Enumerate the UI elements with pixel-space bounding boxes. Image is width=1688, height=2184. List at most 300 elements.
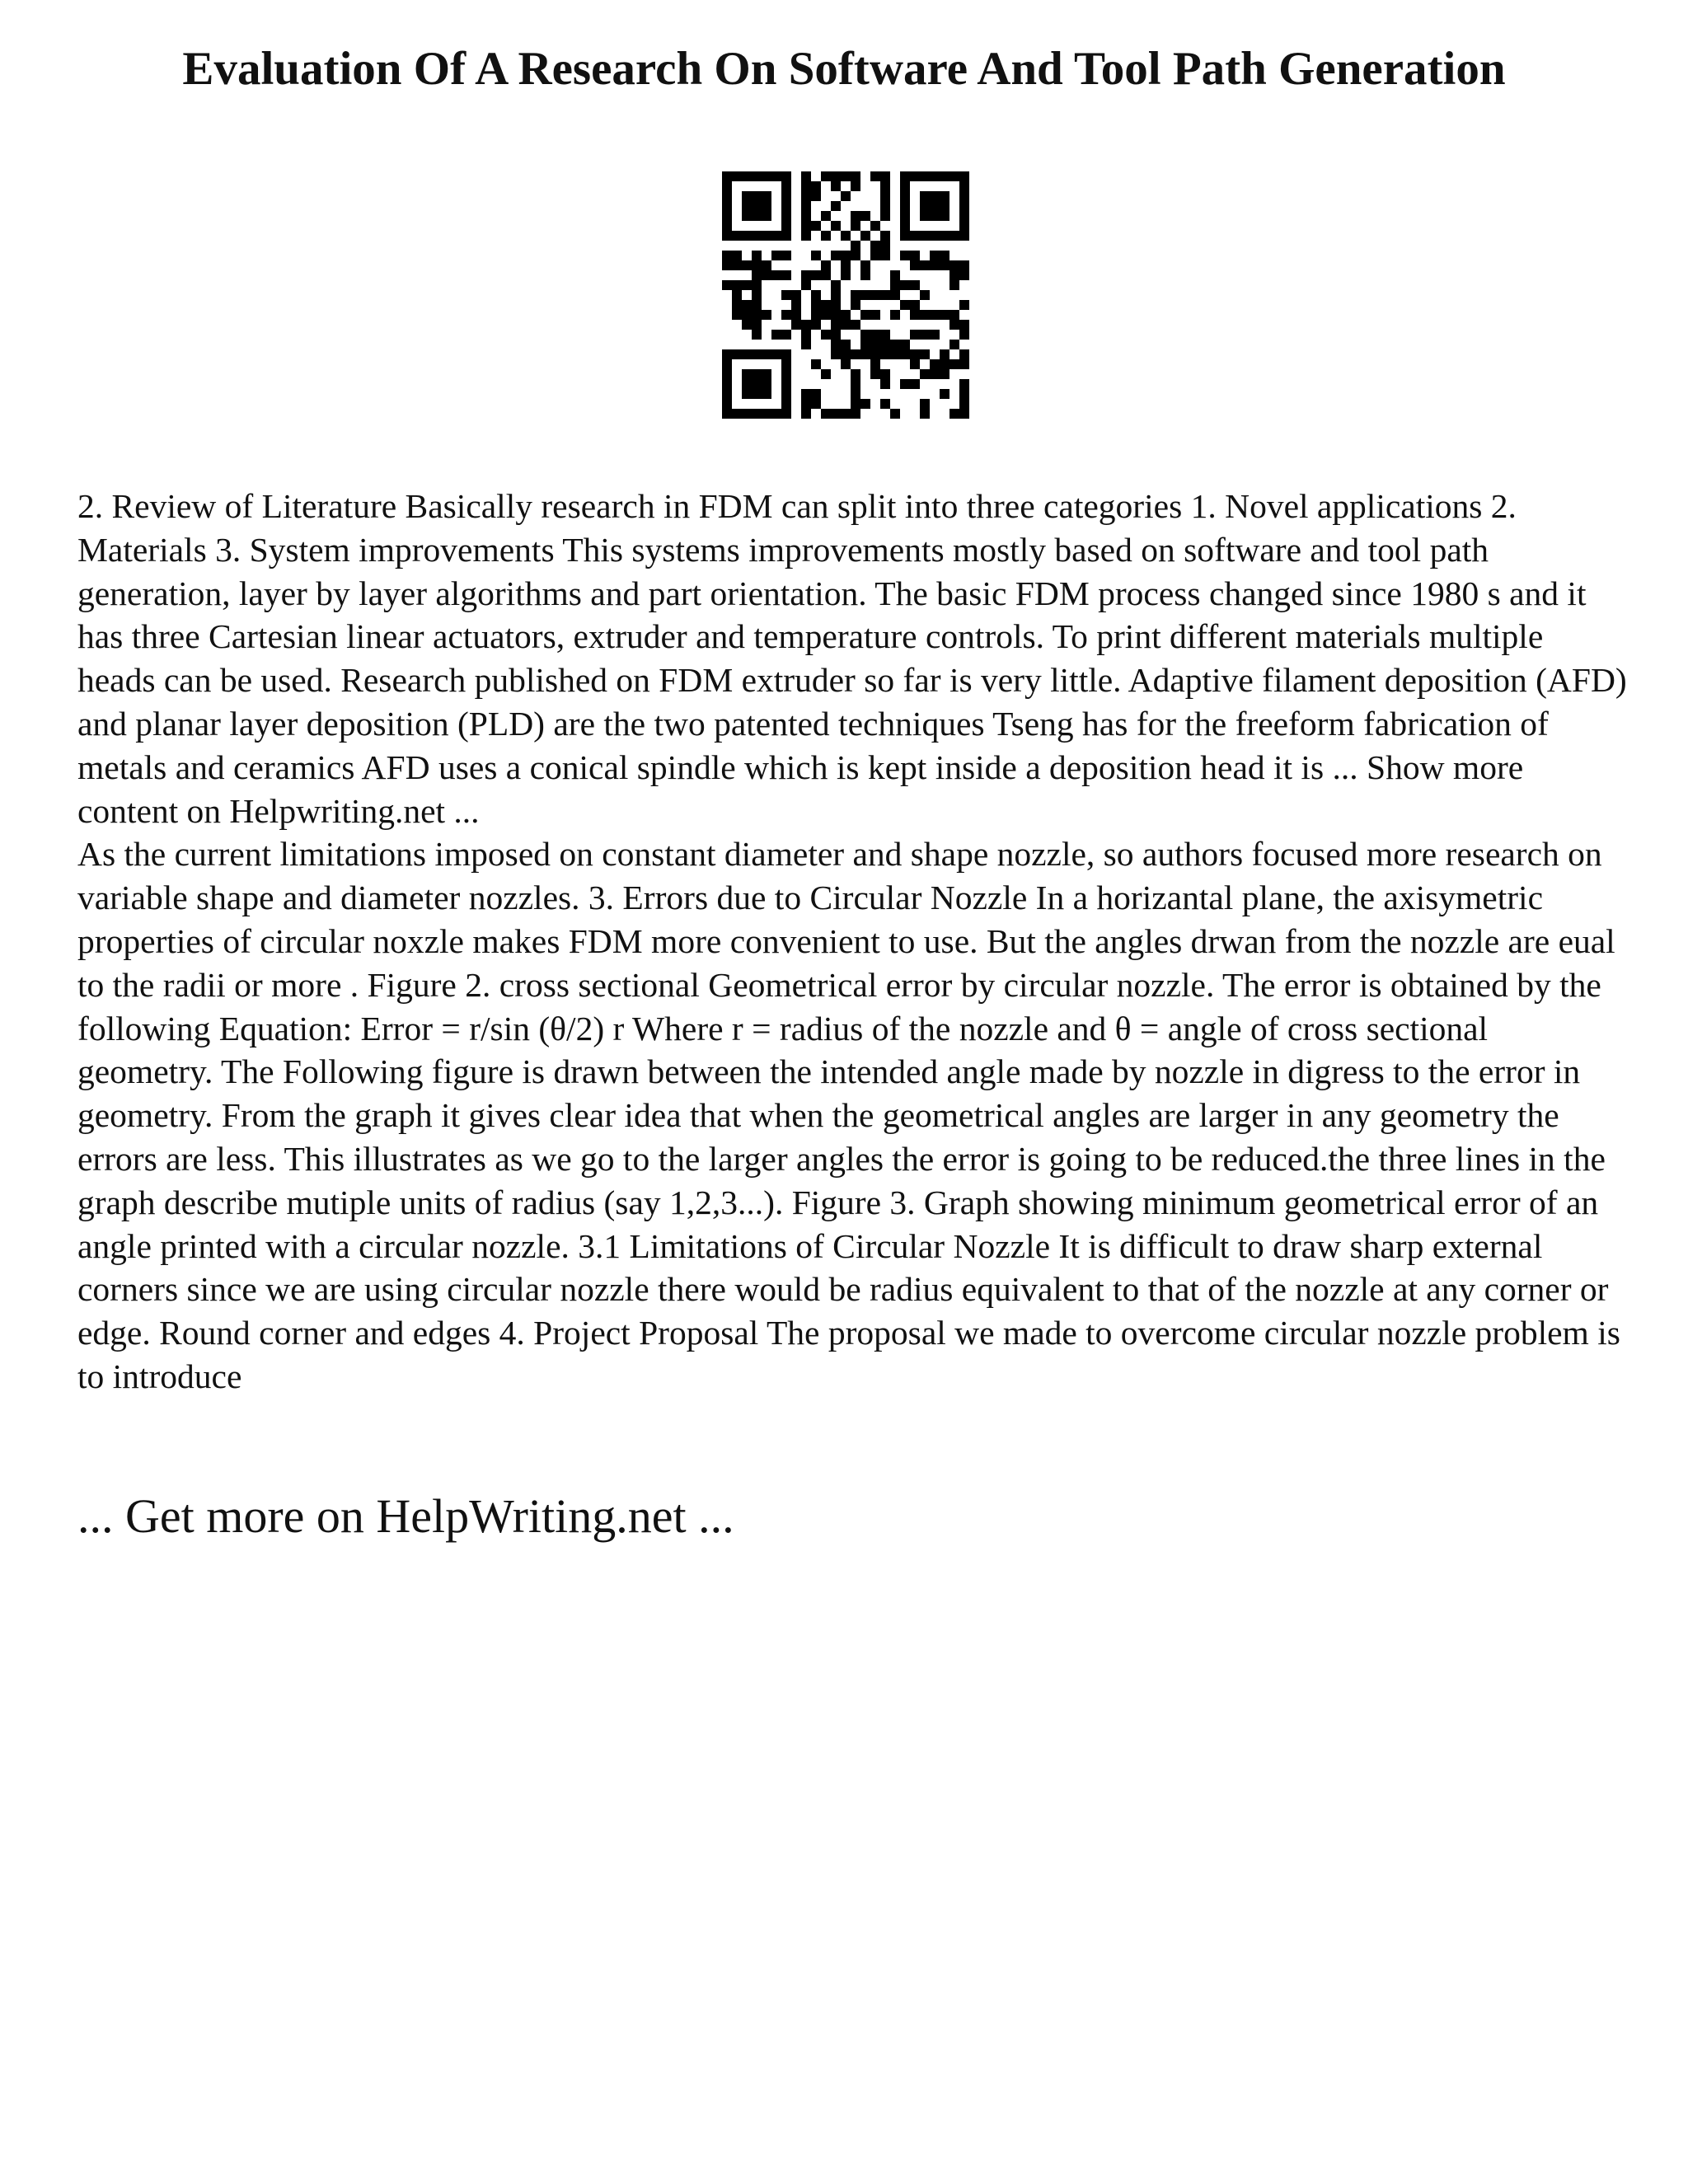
qr-module [851, 211, 860, 221]
qr-module [781, 330, 791, 340]
qr-module [781, 251, 791, 260]
qr-module [762, 191, 771, 201]
qr-module [851, 409, 860, 419]
qr-module [910, 260, 920, 270]
qr-module [811, 320, 821, 330]
qr-module [900, 251, 910, 260]
qr-module [930, 201, 940, 211]
qr-module [920, 290, 930, 300]
qr-module [831, 290, 841, 300]
qr-module [742, 379, 752, 389]
qr-module [959, 191, 969, 201]
qr-module [851, 369, 860, 379]
qr-module [801, 340, 811, 349]
qr-module [821, 310, 831, 320]
qr-module [950, 280, 959, 290]
qr-module [920, 201, 930, 211]
qr-module [771, 349, 781, 359]
qr-module [959, 359, 969, 369]
qr-module [870, 310, 880, 320]
qr-module [900, 231, 910, 241]
qr-module [950, 320, 959, 330]
qr-module [811, 310, 821, 320]
qr-module [959, 270, 969, 280]
qr-module [930, 231, 940, 241]
qr-module [752, 280, 762, 290]
qr-module [801, 389, 811, 399]
qr-module [880, 241, 890, 251]
qr-module [801, 181, 811, 191]
qr-module [860, 399, 870, 409]
qr-module [811, 290, 821, 300]
qr-module [752, 369, 762, 379]
qr-module [781, 191, 791, 201]
qr-module [811, 359, 821, 369]
qr-module [781, 270, 791, 280]
qr-module [722, 191, 732, 201]
qr-module [732, 310, 742, 320]
qr-module [821, 300, 831, 310]
qr-module [940, 251, 950, 260]
qr-module [801, 211, 811, 221]
qr-module [752, 389, 762, 399]
qr-module [880, 340, 890, 349]
qr-module [791, 290, 801, 300]
qr-module [752, 320, 762, 330]
qr-module [890, 409, 900, 419]
qr-module [959, 330, 969, 340]
qr-module [831, 349, 841, 359]
qr-module [940, 260, 950, 270]
qr-module [959, 409, 969, 419]
qr-module [959, 171, 969, 181]
qr-module [732, 300, 742, 310]
qr-module [851, 320, 860, 330]
qr-module [752, 409, 762, 419]
qr-module [880, 251, 890, 260]
qr-module [880, 349, 890, 359]
qr-module [752, 270, 762, 280]
qr-module [801, 399, 811, 409]
qr-module [880, 191, 890, 201]
qr-module [920, 191, 930, 201]
qr-module [752, 300, 762, 310]
qr-module [930, 171, 940, 181]
qr-module [762, 260, 771, 270]
qr-module [722, 379, 732, 389]
qr-module [811, 389, 821, 399]
qr-module [752, 171, 762, 181]
qr-module [742, 409, 752, 419]
qr-module [742, 260, 752, 270]
qr-module [880, 379, 890, 389]
qr-module [900, 379, 910, 389]
qr-module [801, 409, 811, 419]
qr-module [762, 349, 771, 359]
qr-module [762, 211, 771, 221]
qr-module [910, 379, 920, 389]
qr-module [742, 231, 752, 241]
qr-module [821, 231, 831, 241]
qr-module [910, 231, 920, 241]
qr-module [811, 191, 821, 201]
qr-module [959, 181, 969, 191]
qr-code-icon[interactable] [722, 171, 969, 419]
qr-module [860, 310, 870, 320]
qr-module [851, 349, 860, 359]
qr-module [851, 171, 860, 181]
qr-module [860, 260, 870, 270]
qr-module [950, 270, 959, 280]
qr-module [851, 290, 860, 300]
qr-module [841, 260, 851, 270]
qr-module [821, 270, 831, 280]
qr-module [880, 290, 890, 300]
qr-module [920, 310, 930, 320]
qr-module [841, 171, 851, 181]
qr-module [940, 231, 950, 241]
qr-module [762, 270, 771, 280]
qr-module [959, 221, 969, 231]
qr-module [870, 330, 880, 340]
qr-module [930, 191, 940, 201]
qr-module [771, 231, 781, 241]
qr-module [959, 211, 969, 221]
article-body [77, 485, 1627, 1399]
qr-module [732, 349, 742, 359]
qr-module [781, 221, 791, 231]
qr-module [930, 211, 940, 221]
qr-module [821, 260, 831, 270]
qr-module [920, 171, 930, 181]
qr-module [900, 191, 910, 201]
qr-module [880, 231, 890, 241]
qr-module [762, 171, 771, 181]
qr-module [959, 320, 969, 330]
qr-module [831, 300, 841, 310]
qr-module [860, 349, 870, 359]
qr-module [752, 260, 762, 270]
qr-module [722, 280, 732, 290]
qr-module [959, 260, 969, 270]
qr-module [851, 300, 860, 310]
qr-module [959, 389, 969, 399]
qr-module [722, 399, 732, 409]
qr-module [752, 310, 762, 320]
qr-module [742, 201, 752, 211]
qr-module [781, 389, 791, 399]
qr-module [762, 310, 771, 320]
qr-module [880, 201, 890, 211]
qr-module [732, 231, 742, 241]
qr-module [781, 369, 791, 379]
qr-module [910, 251, 920, 260]
qr-module [801, 191, 811, 201]
qr-module [752, 379, 762, 389]
paragraph-literature-review: 2. Review of Literature Basically research in FDM can split into three categories 1. Novel applications 2. Materials 3. System improvements This systems improvements mostly based on software and tool path generation, layer by layer algorithms and part orientation. The basic FDM process changed since 1980 s and it has three Cartesian linear actuators, extruder and temperature controls. To print different materials multiple heads can be used. Research published on FDM extruder so far is very little. Adaptive filament deposition (AFD) and planar layer deposition (PLD) are the two patented techniques Tseng has for the freeform fabrication of metals and ceramics AFD uses a conical spindle which is kept inside a deposition head it is ... Show more content on Helpwriting.net ... [77, 487, 1627, 830]
get-more-link[interactable]: ... Get more on HelpWriting.net ... [77, 1489, 734, 1543]
qr-module [900, 171, 910, 181]
qr-module [910, 349, 920, 359]
qr-module [771, 330, 781, 340]
qr-module [732, 171, 742, 181]
qr-module [742, 369, 752, 379]
qr-module [831, 409, 841, 419]
qr-module [811, 300, 821, 310]
qr-module [880, 211, 890, 221]
qr-module [900, 280, 910, 290]
qr-module [841, 340, 851, 349]
qr-module [722, 359, 732, 369]
qr-module [742, 191, 752, 201]
qr-module [841, 320, 851, 330]
qr-module [781, 201, 791, 211]
qr-module [831, 310, 841, 320]
qr-module [920, 211, 930, 221]
qr-module [851, 399, 860, 409]
qr-module [752, 349, 762, 359]
qr-module [742, 389, 752, 399]
qr-module [722, 260, 732, 270]
qr-module [762, 369, 771, 379]
qr-module [910, 171, 920, 181]
qr-module [801, 231, 811, 241]
qr-module [880, 399, 890, 409]
qr-module [821, 211, 831, 221]
qr-module [831, 201, 841, 211]
qr-module [851, 241, 860, 251]
qr-module [801, 330, 811, 340]
qr-module [732, 290, 742, 300]
qr-module [900, 221, 910, 231]
qr-module [870, 171, 880, 181]
paragraph-circular-nozzle: As the current limitations imposed on constant diameter and shape nozzle, so authors focused more research on variable shape and diameter nozzles. 3. Errors due to Circular Nozzle In a horizantal plane, the axisymetric properties of circular noxzle makes FDM more convenient to use. But the angles drwan from the nozzle are eual to the radii or more . Figure 2. cross sectional Geometrical error by circular nozzle. The error is obtained by the following Equation: Error = r/sin (θ/2) r Where r = radius of the nozzle and θ = angle of cross sectional geometry. The Following figure is drawn between the intended angle made by nozzle in digress to the error in geometry. From the graph it gives clear idea that when the geometrical angles are larger in any geometry the errors are less. This illustrates as we go to the larger angles the error is going to be reduced.the three lines in the graph describe mutiple units of radius (say 1,2,3...). Figure 3. Graph showing minimum geometrical error of an angle printed with a circular nozzle. 3.1 Limitations of Circular Nozzle It is difficult to draw sharp external corners since we are using circular nozzle there would be radius equivalent to that of the nozzle at any corner or edge. Round corner and edges 4. Project Proposal The proposal we made to overcome circular nozzle problem is to introduce [77, 835, 1620, 1395]
qr-module [831, 251, 841, 260]
qr-module [930, 310, 940, 320]
qr-module [940, 171, 950, 181]
qr-module [781, 359, 791, 369]
qr-module [722, 221, 732, 231]
qr-module [762, 231, 771, 241]
qr-module [801, 171, 811, 181]
qr-module [851, 181, 860, 191]
qr-module [880, 181, 890, 191]
qr-module [732, 280, 742, 290]
qr-module [722, 251, 732, 260]
qr-module [722, 181, 732, 191]
qr-module [860, 340, 870, 349]
qr-module [940, 310, 950, 320]
qr-module [851, 251, 860, 260]
qr-module [742, 211, 752, 221]
qr-module [742, 349, 752, 359]
qr-module [722, 409, 732, 419]
qr-module [831, 280, 841, 290]
qr-module [959, 379, 969, 389]
qr-module [811, 399, 821, 409]
qr-module [831, 340, 841, 349]
qr-module [890, 270, 900, 280]
qr-module [870, 290, 880, 300]
qr-module [940, 359, 950, 369]
qr-module [920, 409, 930, 419]
qr-module [801, 221, 811, 231]
qr-module [801, 280, 811, 290]
qr-module [831, 320, 841, 330]
qr-module [811, 270, 821, 280]
qr-module [742, 280, 752, 290]
qr-module [920, 399, 930, 409]
qr-module [940, 211, 950, 221]
qr-module [890, 290, 900, 300]
qr-code-graphic [722, 171, 969, 419]
qr-module [821, 369, 831, 379]
qr-module [860, 330, 870, 340]
qr-module [959, 300, 969, 310]
qr-module [841, 270, 851, 280]
qr-module [762, 379, 771, 389]
qr-module [752, 231, 762, 241]
qr-module [771, 409, 781, 419]
qr-module [930, 359, 940, 369]
qr-module [860, 231, 870, 241]
qr-module [752, 211, 762, 221]
qr-module [841, 349, 851, 359]
qr-module [950, 231, 959, 241]
qr-module [851, 221, 860, 231]
qr-module [920, 260, 930, 270]
qr-module [959, 231, 969, 241]
qr-module [841, 359, 851, 369]
qr-module [742, 320, 752, 330]
qr-module [841, 191, 851, 201]
qr-module [900, 181, 910, 191]
qr-module [781, 171, 791, 181]
qr-module [860, 211, 870, 221]
qr-module [900, 211, 910, 221]
qr-module [831, 171, 841, 181]
qr-module [811, 181, 821, 191]
qr-module [742, 300, 752, 310]
qr-module [890, 349, 900, 359]
qr-module [732, 260, 742, 270]
qr-module [841, 251, 851, 260]
qr-module [801, 270, 811, 280]
qr-module [752, 201, 762, 211]
qr-module [752, 191, 762, 201]
qr-module [732, 251, 742, 260]
qr-module [940, 389, 950, 399]
qr-module [920, 330, 930, 340]
qr-module [950, 260, 959, 270]
qr-module [722, 231, 732, 241]
qr-module [860, 270, 870, 280]
qr-module [742, 171, 752, 181]
qr-module [821, 409, 831, 419]
qr-module [742, 310, 752, 320]
qr-module [890, 310, 900, 320]
qr-module [771, 251, 781, 260]
qr-module [950, 310, 959, 320]
qr-module [781, 181, 791, 191]
qr-module [781, 409, 791, 419]
qr-module [781, 211, 791, 221]
qr-module [870, 251, 880, 260]
qr-module [870, 369, 880, 379]
qr-module [821, 171, 831, 181]
qr-module [870, 221, 880, 231]
qr-module [950, 171, 959, 181]
qr-module [900, 340, 910, 349]
qr-module [722, 171, 732, 181]
qr-module [880, 330, 890, 340]
qr-module [920, 349, 930, 359]
qr-module [771, 270, 781, 280]
qr-module [781, 231, 791, 241]
qr-module [870, 359, 880, 369]
qr-module [950, 409, 959, 419]
qr-module [940, 201, 950, 211]
qr-module [890, 280, 900, 290]
qr-module [781, 399, 791, 409]
qr-module [910, 300, 920, 310]
qr-module [860, 290, 870, 300]
qr-module [930, 369, 940, 379]
qr-module [722, 349, 732, 359]
qr-module [801, 320, 811, 330]
qr-module [732, 409, 742, 419]
qr-module [959, 201, 969, 211]
qr-module [781, 379, 791, 389]
qr-module [880, 369, 890, 379]
qr-module [722, 211, 732, 221]
qr-module [811, 221, 821, 231]
qr-module [831, 221, 841, 231]
qr-module [900, 201, 910, 211]
qr-module [900, 349, 910, 359]
qr-module [762, 389, 771, 399]
qr-module [831, 181, 841, 191]
qr-module [762, 409, 771, 419]
qr-module [959, 399, 969, 409]
qr-module [950, 359, 959, 369]
qr-module [920, 369, 930, 379]
qr-module [752, 290, 762, 300]
qr-module [940, 349, 950, 359]
qr-module [920, 231, 930, 241]
qr-module [831, 330, 841, 340]
qr-module [841, 310, 851, 320]
qr-module [791, 320, 801, 330]
qr-module [841, 409, 851, 419]
qr-module [940, 369, 950, 379]
qr-module [801, 201, 811, 211]
qr-module [762, 201, 771, 211]
qr-module [930, 330, 940, 340]
qr-module [722, 201, 732, 211]
qr-module [870, 241, 880, 251]
qr-module [910, 330, 920, 340]
qr-module [910, 310, 920, 320]
qr-module [841, 231, 851, 241]
qr-module [890, 340, 900, 349]
qr-module [940, 191, 950, 201]
qr-module [900, 300, 910, 310]
qr-module [851, 379, 860, 389]
qr-module [851, 389, 860, 399]
qr-module [722, 389, 732, 399]
qr-module [959, 349, 969, 359]
